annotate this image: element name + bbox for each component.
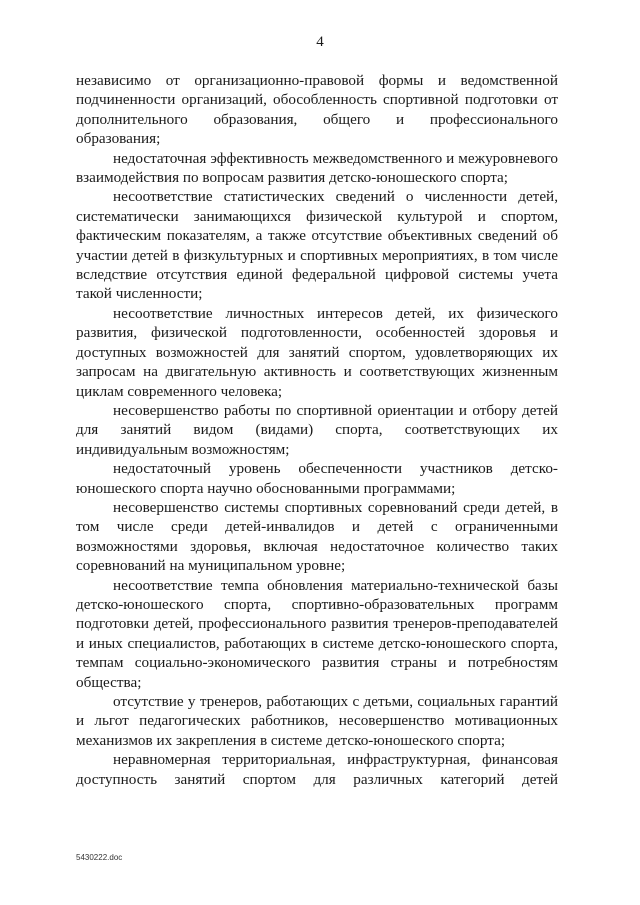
paragraph: несоответствие темпа обновления материально-технической базы детско-юношеского спорта, спортивно-образовательных программ подготовки детей, профессионального развития тренеров-преподавателей и иных специалистов, работающих в системе детско-юношеского спорта, темпам социально-экономического развития страны и потребностям общества;	[76, 576, 558, 691]
paragraph-last: неравномерная территориальная, инфраструктурная, финансовая доступность занятий спортом для различных категорий детей	[76, 751, 558, 788]
paragraph: несоответствие личностных интересов детей, их физического развития, физической подготовленности, особенностей здоровья и доступных возможностей для занятий спортом, удовлетворяющих их запросам на двигательную активность и соответствующих жизненным циклам современного человека;	[76, 304, 558, 400]
paragraph: отсутствие у тренеров, работающих с детьми, социальных гарантий и льгот педагогических работников, несовершенство мотивационных механизмов их закрепления в системе детско-юношеского спорта;	[76, 693, 558, 749]
paragraph: несоответствие статистических сведений о численности детей, систематически занимающихся физической культурой и спортом, фактическим показателям, а также отсутствие объективных сведений об участии детей в физкультурных и спортивных мероприятиях, в том числе вследствие отсутствия единой федеральной цифровой системы учета такой численности;	[76, 188, 558, 303]
paragraph: недостаточная эффективность межведомственного и межуровневого взаимодействия по вопросам развития детско-юношеского спорта;	[76, 149, 558, 187]
document-body	[76, 71, 558, 789]
paragraph: несовершенство работы по спортивной ориентации и отбору детей для занятий видом (видами) спорта, соответствующих их индивидуальным возможностям;	[76, 401, 558, 458]
page-number: 4	[316, 34, 324, 50]
paragraph-continuation: независимо от организационно-правовой формы и ведомственной подчиненности организаций, обособленность спортивной подготовки от дополнительного образования, общего и профессионального образования;	[76, 72, 558, 148]
paragraph: несовершенство системы спортивных соревнований среди детей, в том числе среди детей-инвалидов и детей с ограниченными возможностями здоровья, включая недостаточное количество таких соревнований на муниципальном уровне;	[76, 498, 558, 575]
paragraph: недостаточный уровень обеспеченности участников детско-юношеского спорта научно обоснованными программами;	[76, 460, 558, 497]
footer-file-name: 5430222.doc	[76, 853, 123, 862]
